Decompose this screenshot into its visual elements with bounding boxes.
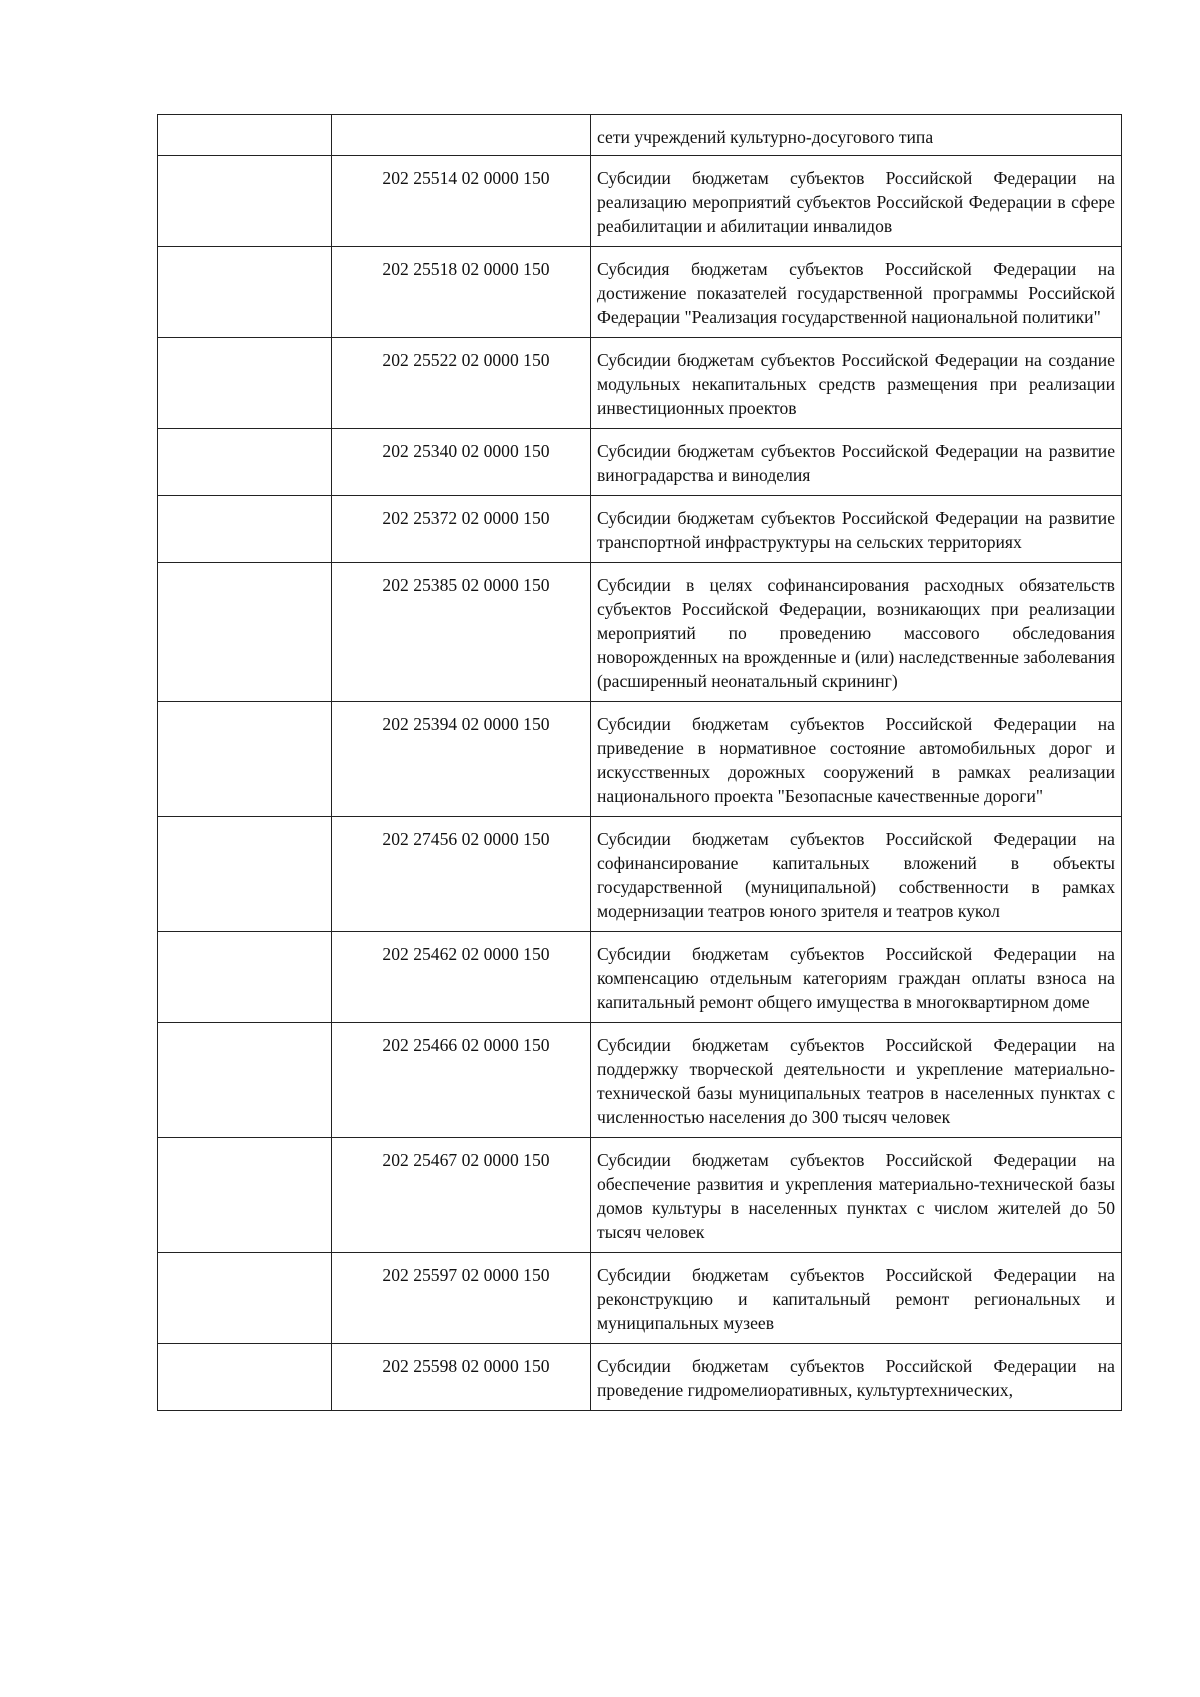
description-cell: Субсидия бюджетам субъектов Российской Федерации на достижение показателей государственной программы Российской Федерации "Реализация государственной национальной политики" [591, 247, 1122, 338]
table-row [158, 1253, 1122, 1344]
revenue-code-cell [332, 1023, 591, 1138]
admin-code-cell [158, 1344, 332, 1411]
revenue-code-cell [332, 1344, 591, 1411]
description-cell: Субсидии бюджетам субъектов Российской Федерации на приведение в нормативное состояние автомобильных дорог и искусственных дорожных сооружений в рамках реализации национального проекта "Безопасные качественные дороги" [591, 702, 1122, 817]
revenue-code: 202 25514 02 0000 150 [382, 168, 550, 188]
revenue-code-cell [332, 817, 591, 932]
revenue-code: 202 25598 02 0000 150 [382, 1356, 550, 1376]
table-row [158, 156, 1122, 247]
admin-code-cell [158, 115, 332, 156]
description-cell: Субсидии бюджетам субъектов Российской Федерации на поддержку творческой деятельности и укрепление материально-технической базы муниципальных театров в населенных пунктах с численностью населения до 300 тысяч человек [591, 1023, 1122, 1138]
admin-code-cell [158, 817, 332, 932]
admin-code-cell [158, 563, 332, 702]
revenue-code: 202 25522 02 0000 150 [382, 350, 550, 370]
revenue-code: 202 25462 02 0000 150 [382, 944, 550, 964]
table-row [158, 115, 1122, 156]
description-cell: Субсидии бюджетам субъектов Российской Федерации на развитие транспортной инфраструктуры на сельских территориях [591, 496, 1122, 563]
revenue-code-cell [332, 115, 591, 156]
description-cell: Субсидии бюджетам субъектов Российской Федерации на развитие виноградарства и виноделия [591, 429, 1122, 496]
description-cell: сети учреждений культурно-досугового типа [591, 115, 1122, 156]
revenue-code: 202 27456 02 0000 150 [382, 829, 550, 849]
admin-code-cell [158, 338, 332, 429]
revenue-code-cell [332, 702, 591, 817]
description-cell: Субсидии бюджетам субъектов Российской Федерации на создание модульных некапитальных средств размещения при реализации инвестиционных проектов [591, 338, 1122, 429]
table-row [158, 817, 1122, 932]
table-row [158, 563, 1122, 702]
revenue-code: 202 25340 02 0000 150 [382, 441, 550, 461]
revenue-code-cell [332, 1253, 591, 1344]
revenue-code: 202 25467 02 0000 150 [382, 1150, 550, 1170]
revenue-code-cell [332, 1138, 591, 1253]
budget-codes-table [157, 114, 1122, 1411]
revenue-code: 202 25466 02 0000 150 [382, 1035, 550, 1055]
table-row [158, 1023, 1122, 1138]
table-row [158, 932, 1122, 1023]
revenue-code-cell [332, 247, 591, 338]
revenue-code-cell [332, 932, 591, 1023]
table-row [158, 247, 1122, 338]
admin-code-cell [158, 429, 332, 496]
description-cell: Субсидии бюджетам субъектов Российской Федерации на софинансирование капитальных вложений в объекты государственной (муниципальной) собственности в рамках модернизации театров юного зрителя и театров кукол [591, 817, 1122, 932]
admin-code-cell [158, 1253, 332, 1344]
revenue-code-cell [332, 338, 591, 429]
revenue-code: 202 25518 02 0000 150 [382, 259, 550, 279]
description-cell: Субсидии бюджетам субъектов Российской Федерации на реализацию мероприятий субъектов Российской Федерации в сфере реабилитации и абилитации инвалидов [591, 156, 1122, 247]
admin-code-cell [158, 702, 332, 817]
table-row [158, 1138, 1122, 1253]
revenue-code-cell [332, 496, 591, 563]
description-cell: Субсидии бюджетам субъектов Российской Федерации на обеспечение развития и укрепления материально-технической базы домов культуры в населенных пунктах с числом жителей до 50 тысяч человек [591, 1138, 1122, 1253]
revenue-code: 202 25597 02 0000 150 [382, 1265, 550, 1285]
revenue-code-cell [332, 429, 591, 496]
table-body [158, 115, 1122, 1411]
admin-code-cell [158, 496, 332, 563]
revenue-code-cell [332, 563, 591, 702]
admin-code-cell [158, 156, 332, 247]
table-row [158, 338, 1122, 429]
admin-code-cell [158, 247, 332, 338]
table-row [158, 1344, 1122, 1411]
table-row [158, 702, 1122, 817]
description-cell: Субсидии бюджетам субъектов Российской Федерации на реконструкцию и капитальный ремонт региональных и муниципальных музеев [591, 1253, 1122, 1344]
description-cell: Субсидии в целях софинансирования расходных обязательств субъектов Российской Федерации, возникающих при реализации мероприятий по проведению массового обследования новорожденных на врожденные и (или) наследственные заболевания (расширенный неонатальный скрининг) [591, 563, 1122, 702]
revenue-code: 202 25385 02 0000 150 [382, 575, 550, 595]
description-cell: Субсидии бюджетам субъектов Российской Федерации на проведение гидромелиоративных, культуртехнических, [591, 1344, 1122, 1411]
table-row [158, 496, 1122, 563]
revenue-code: 202 25372 02 0000 150 [382, 508, 550, 528]
description-cell: Субсидии бюджетам субъектов Российской Федерации на компенсацию отдельным категориям граждан оплаты взноса на капитальный ремонт общего имущества в многоквартирном доме [591, 932, 1122, 1023]
admin-code-cell [158, 1138, 332, 1253]
revenue-code: 202 25394 02 0000 150 [382, 714, 550, 734]
admin-code-cell [158, 1023, 332, 1138]
revenue-code-cell [332, 156, 591, 247]
table-row [158, 429, 1122, 496]
admin-code-cell [158, 932, 332, 1023]
